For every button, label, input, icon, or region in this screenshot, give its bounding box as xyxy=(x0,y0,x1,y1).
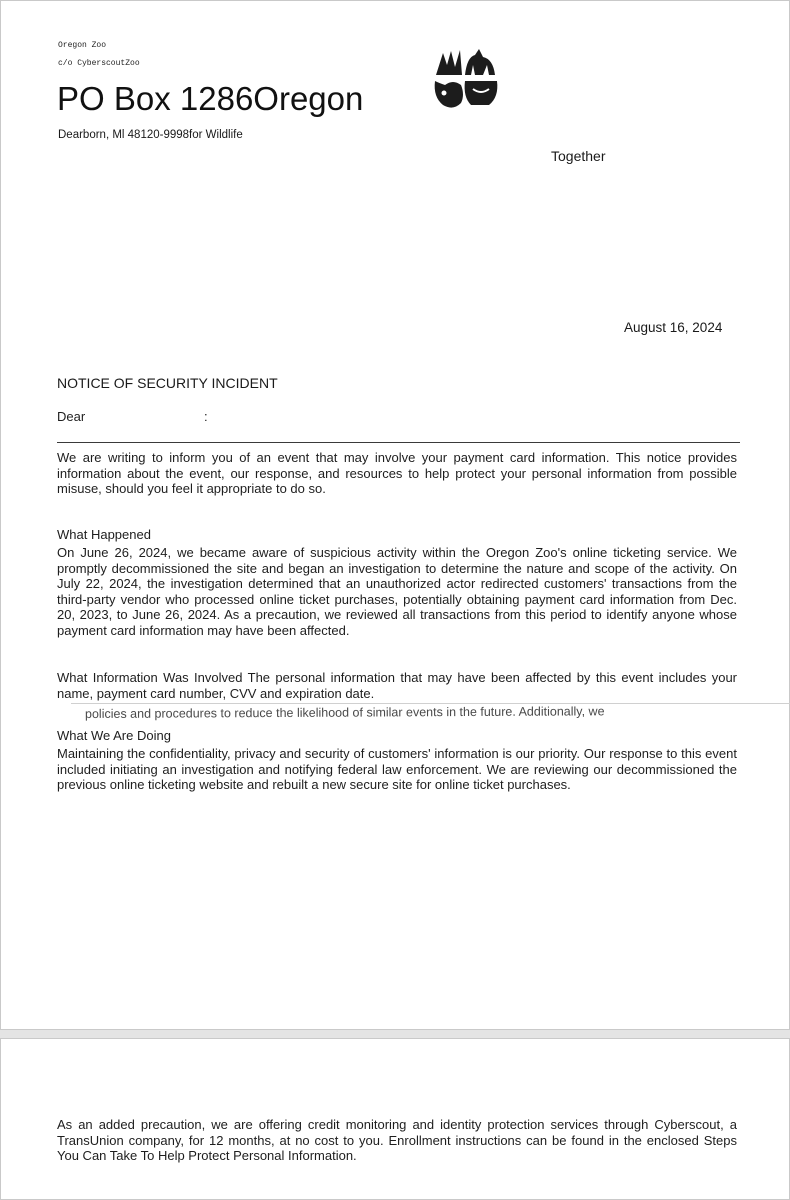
sender-city-line: Dearborn, Ml 48120-9998for Wildlife xyxy=(58,129,243,141)
salutation-dear: Dear xyxy=(57,409,86,424)
sender-name: Oregon Zoo xyxy=(58,41,107,50)
sender-po-box: PO Box 1286Oregon xyxy=(57,80,364,117)
what-we-are-doing-heading: What We Are Doing xyxy=(57,728,171,743)
what-happened-paragraph: On June 26, 2024, we became aware of suspicious activity within the Oregon Zoo's online ticketing service. We promptly decommissioned the site and began an investigation to determine the nature and scope of the activity. On July 22, 2024, the investigation determined that an unauthorized actor redirected customers' transactions from the third-party vendor who processed online ticket purchases, potentially obtaining payment card information from Dec. 20, 2023, to June 26, 2024. As a precaution, we reviewed all transactions from this period to identify anyone whose payment card information may have been affected. xyxy=(57,545,737,638)
letter-date: August 16, 2024 xyxy=(624,320,723,335)
intro-paragraph: We are writing to inform you of an event that may involve your payment card information. This notice provides information about the event, our response, and resources to help protect your personal information from possible misuse, should you feel it appropriate to do so. xyxy=(57,450,737,497)
sender-care-of: c/o CyberscoutZoo xyxy=(58,59,140,68)
what-we-are-doing-paragraph: Maintaining the confidentiality, privacy and security of customers' information is our priority. Our response to this event included initiating an investigation and notifying federal law enforcement. We are reviewing our decommissioned the previous online ticketing website and rebuilt a new secure site for online ticket purchases. xyxy=(57,746,737,793)
information-involved-paragraph: What Information Was Involved The personal information that may have been affected by this event includes your name, payment card number, CVV and expiration date. xyxy=(57,670,737,701)
salutation-colon: : xyxy=(204,409,208,424)
notice-title: NOTICE OF SECURITY INCIDENT xyxy=(57,375,278,391)
sender-tagline: Together xyxy=(551,148,606,164)
divider-line xyxy=(57,442,740,443)
letter-page-2 xyxy=(0,1038,790,1200)
what-happened-heading: What Happened xyxy=(57,527,151,542)
oregon-zoo-animals-logo-icon xyxy=(431,45,501,115)
scan-artifact-line xyxy=(71,703,790,704)
credit-monitoring-paragraph: As an added precaution, we are offering credit monitoring and identity protection services through Cyberscout, a TransUnion company, for 12 months, at no cost to you. Enrollment instructions can be found in the enclosed Steps You Can Take To Help Protect Personal Information. xyxy=(57,1117,737,1164)
stray-text-line: policies and procedures to reduce the likelihood of similar events in the future. Additionally, we xyxy=(84,704,605,721)
